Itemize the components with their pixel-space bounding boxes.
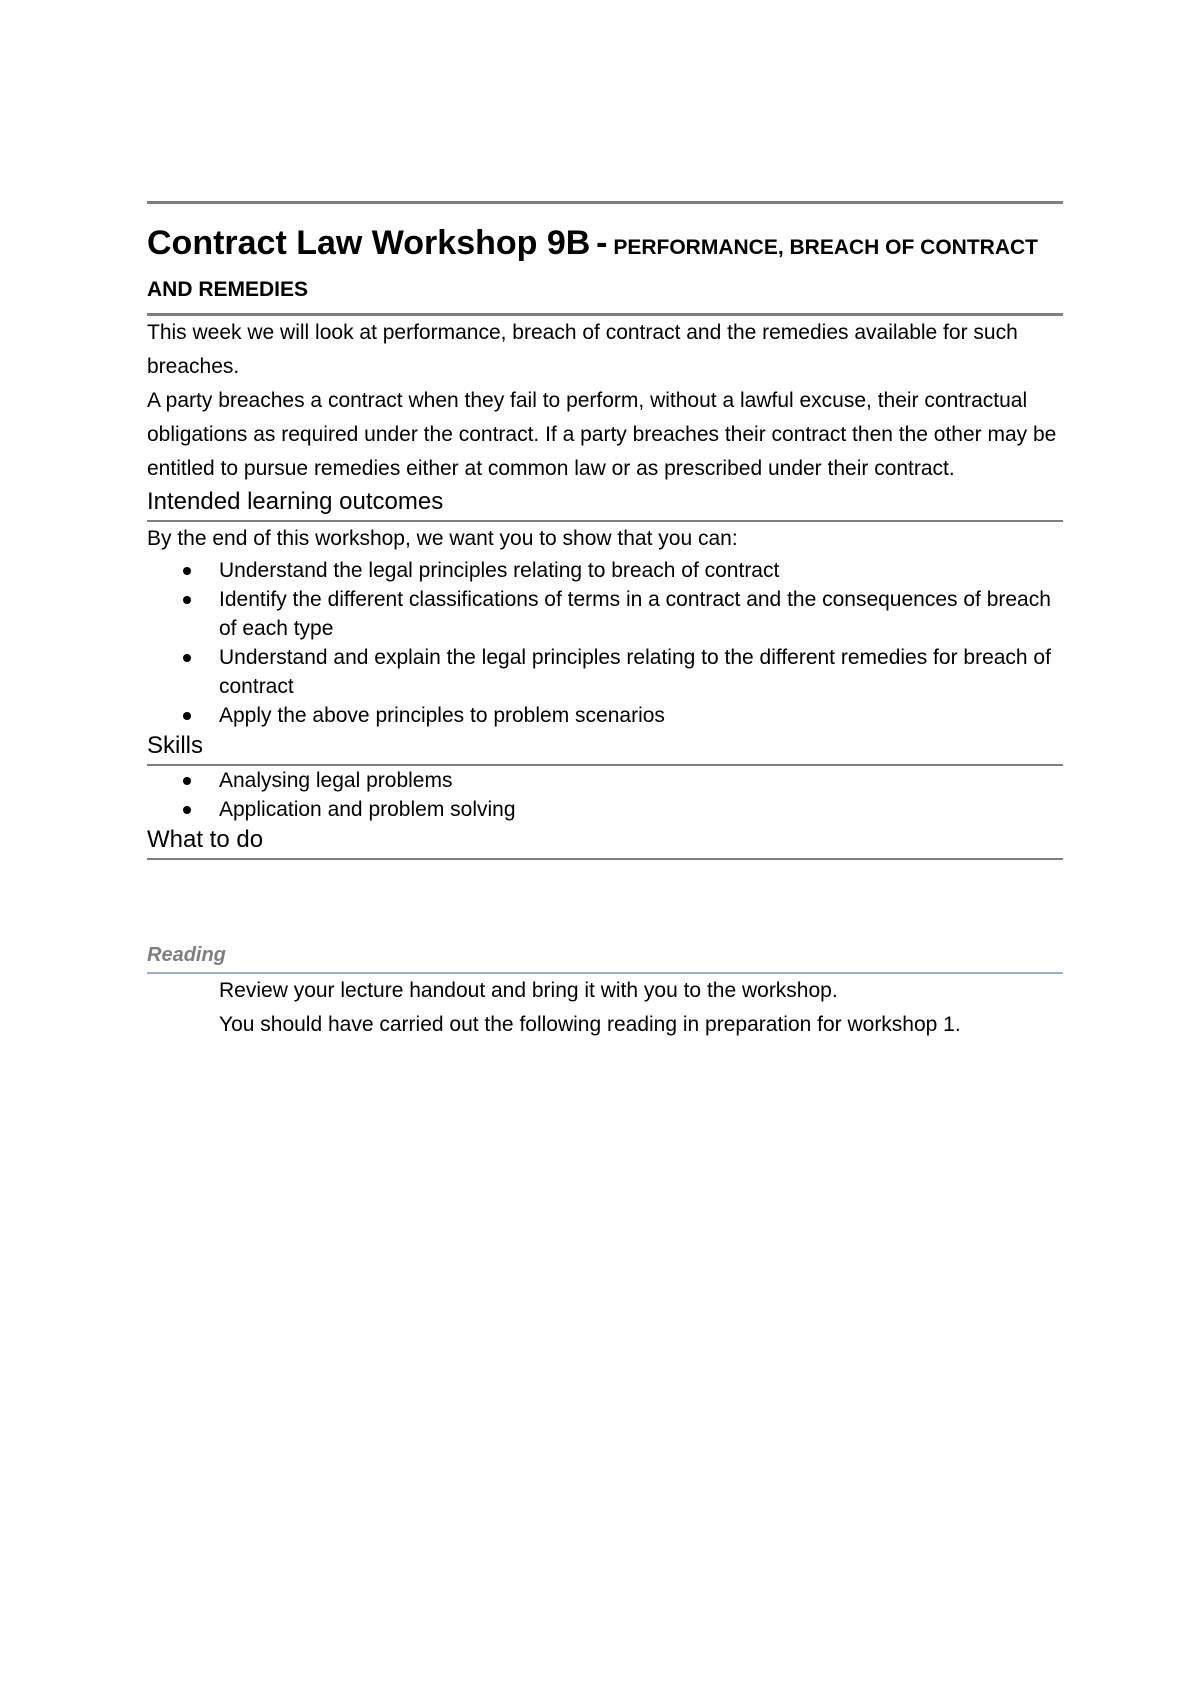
heading-skills: Skills <box>147 730 1063 766</box>
list-item-text: Analysing legal problems <box>219 769 453 792</box>
skills-list <box>147 766 1063 824</box>
list-item-text: Understand and explain the legal principles relating to the different remedies for breach of contract <box>219 646 1051 698</box>
heading-learning-outcomes: Intended learning outcomes <box>147 486 1063 522</box>
bullet-icon <box>183 567 191 575</box>
bullet-icon <box>183 596 191 604</box>
intro-paragraph-2: A party breaches a contract when they fail to perform, without a lawful excuse, their contractual obligations as required under the contract. If a party breaches their contract then the other may be entitled to pursue remedies either at common law or as prescribed under their contract. <box>147 389 1057 480</box>
document-page <box>147 201 1063 1042</box>
list-item-text: Identify the different classifications of terms in a contract and the consequences of breach of each type <box>219 588 1051 640</box>
list-item <box>219 701 1063 730</box>
list-item <box>219 556 1063 585</box>
learning-outcomes-list <box>147 556 1063 730</box>
title-top-rule <box>147 201 1063 204</box>
title-main: Contract Law Workshop 9B <box>147 224 591 262</box>
reading-paragraph-2: You should have carried out the following reading in preparation for workshop 1. <box>219 1013 961 1036</box>
title-separator: - <box>596 224 608 262</box>
bullet-icon <box>183 654 191 662</box>
list-item-text: Understand the legal principles relating to breach of contract <box>219 559 780 582</box>
title-subtitle: PERFORMANCE, BREACH OF CONTRACT AND REMEDIES <box>147 236 1038 301</box>
document-title <box>147 222 1063 311</box>
list-item <box>219 795 1063 824</box>
list-item <box>219 766 1063 795</box>
reading-paragraph-1: Review your lecture handout and bring it with you to the workshop. <box>219 979 838 1002</box>
list-item-text: Application and problem solving <box>219 798 516 821</box>
bullet-icon <box>183 712 191 720</box>
heading-reading: Reading <box>147 942 1063 974</box>
bullet-icon <box>183 777 191 785</box>
intro-paragraph-1: This week we will look at performance, breach of contract and the remedies available for such breaches. <box>147 321 1018 378</box>
heading-what-to-do: What to do <box>147 824 1063 860</box>
learning-outcomes-lead: By the end of this workshop, we want you to show that you can: <box>147 527 738 550</box>
list-item <box>219 585 1063 643</box>
list-item-text: Apply the above principles to problem scenarios <box>219 704 665 727</box>
list-item <box>219 643 1063 701</box>
bullet-icon <box>183 806 191 814</box>
